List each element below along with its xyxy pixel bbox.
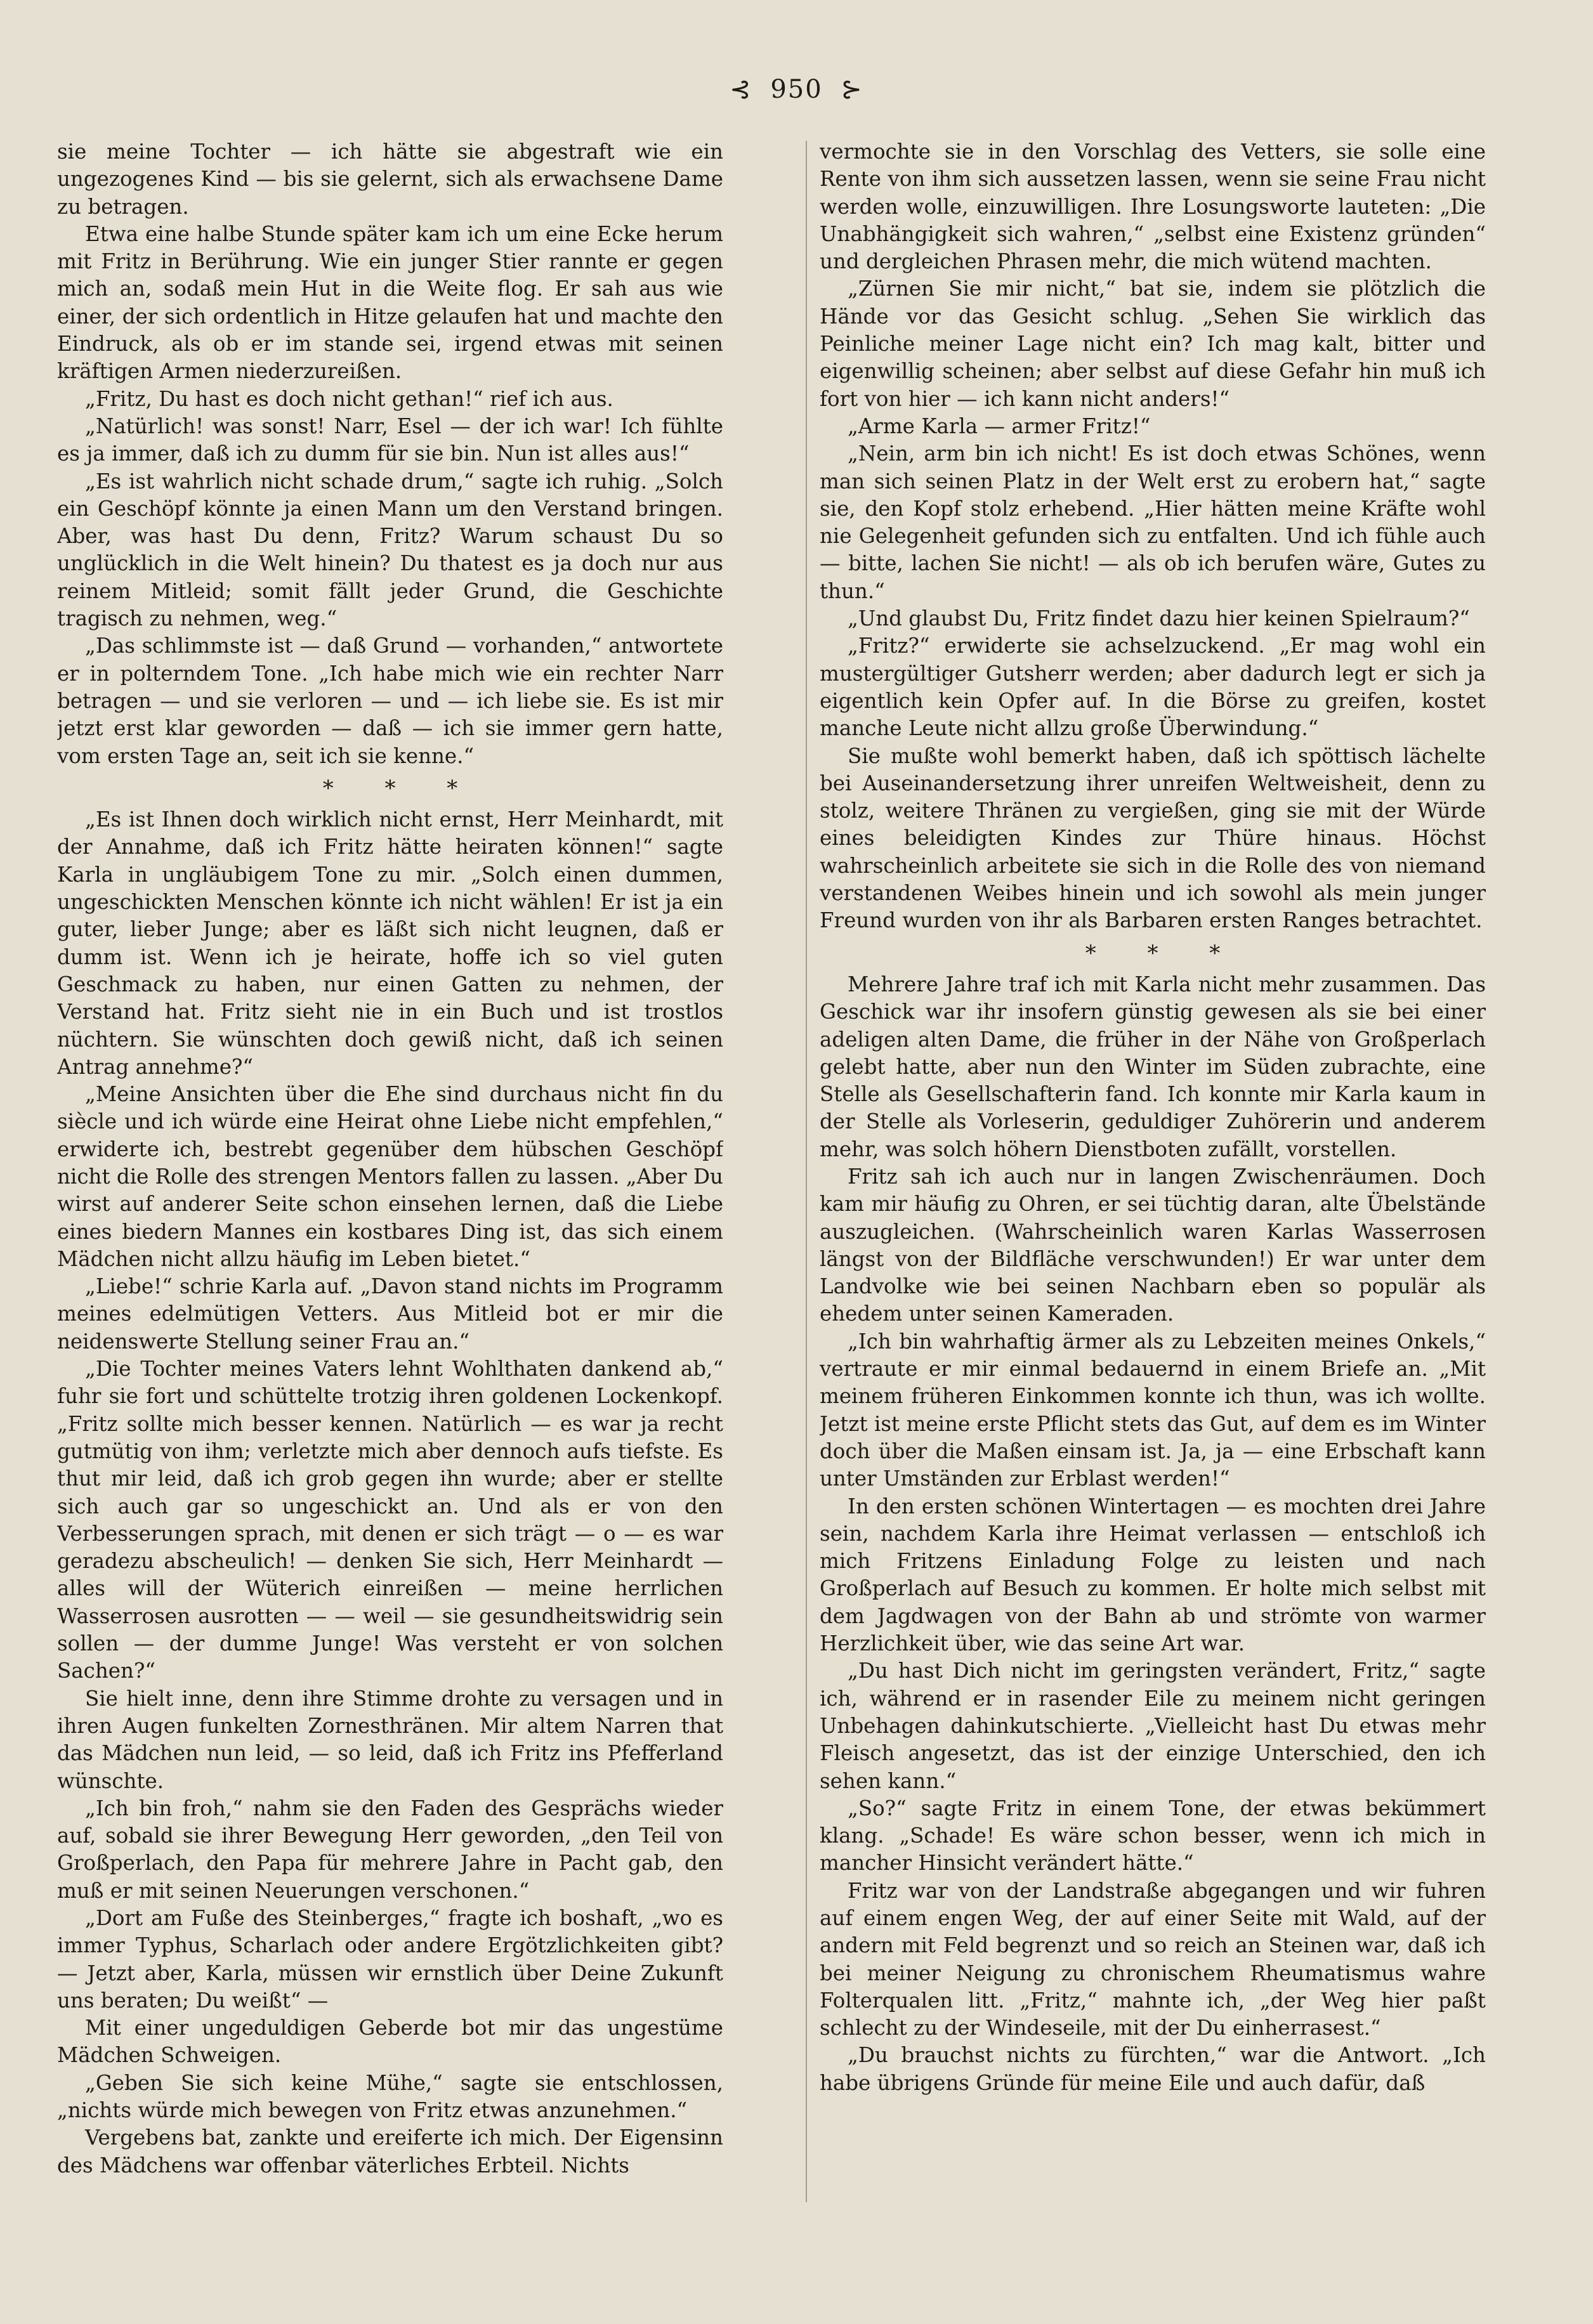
paragraph: „So?“ sagte Fritz in einem Tone, der etwas bekümmert klang. „Schade! Es wäre schon besser, wenn ich mich in mancher Hinsicht verändert hätte.“ xyxy=(820,1796,1486,1876)
paragraph: „Nein, arm bin ich nicht! Es ist doch etwas Schönes, wenn man sich seinen Platz in der Welt erst zu erobern hat,“ sagte sie, den Kopf stolz erhebend. „Hier hätten meine Kräfte wohl nie Gelegenheit gefunden sich zu entfalten. Und ich fühle auch — bitte, lachen Sie nicht! — als ob ich berufen wäre, Gutes zu thun.“ xyxy=(820,441,1486,603)
paragraph: „Zürnen Sie mir nicht,“ bat sie, indem sie plötzlich die Hände vor das Gesicht schlug. „Sehen Sie wirklich das Peinliche meiner Lage nicht ein? Ich mag kalt, bitter und eigenwillig scheinen; aber selbst auf diese Gefahr hin muß ich fort von hier — ich kann nicht anders!“ xyxy=(820,277,1486,411)
paragraph: In den ersten schönen Wintertagen — es mochten drei Jahre sein, nachdem Karla ihre Heimat verlassen — entschloß ich mich Fritzens Einladung Folge zu leisten und nach Großperlach auf Besuch zu kommen. Er holte mich selbst mit dem Jagdwagen von der Bahn ab und strömte von warmer Herzlichkeit über, wie das seine Art war. xyxy=(820,1494,1486,1656)
paragraph: „Fritz, Du hast es doch nicht gethan!“ rief ich aus. xyxy=(85,386,613,411)
paragraph: Sie hielt inne, denn ihre Stimme drohte zu versagen und in ihren Augen funkelten Zornesthränen. Mir altem Narren that das Mädchen nun leid, — so leid, daß ich Fritz ins Pfefferland wünschte. xyxy=(57,1686,723,1793)
paragraph: „Das schlimmste ist — daß Grund — vorhanden,“ antwortete er in polterndem Tone. „Ich habe mich wie ein rechter Narr betragen — und sie verloren — und — ich liebe sie. Es ist mir jetzt erst klar geworden — daß — ich sie immer gern hatte, vom ersten Tage an, seit ich sie kenne.“ xyxy=(57,634,723,768)
paragraph: Etwa eine halbe Stunde später kam ich um eine Ecke herum mit Fritz in Berührung. Wie ein junger Stier rannte er gegen mich an, sodaß mein Hut in die Weite flog. Er sah aus wie einer, der sich ordentlich in Hitze gelaufen hat und machte den Eindruck, als ob er im stande sei, irgend etwas mit seinen kräftigen Armen niederzureißen. xyxy=(57,221,723,384)
paragraph: „Dort am Fuße des Steinberges,“ fragte ich boshaft, „wo es immer Typhus, Scharlach oder andere Ergötzlichkeiten gibt? — Jetzt aber, Karla, müssen wir ernstlich über Deine Zukunft uns beraten; Du weißt“ — xyxy=(57,1906,723,2013)
paragraph: „Und glaubst Du, Fritz findet dazu hier keinen Spielraum?“ xyxy=(848,606,1470,631)
right-column xyxy=(820,138,1486,2282)
left-column xyxy=(57,138,723,2282)
ornament-right: ⊱ xyxy=(841,75,863,104)
paragraph-continuation: vermochte sie in den Vorschlag des Vetters, sie solle eine Rente von ihm sich aussetzen lassen, wenn sie seine Frau nicht werden wolle, einzuwilligen. Ihre Losungsworte lauteten: „Die Unabhängigkeit sich wahren,“ „selbst eine Existenz gründen“ und dergleichen Phrasen mehr, die mich wütend machten. xyxy=(820,140,1486,274)
paragraph: „Ich bin froh,“ nahm sie den Faden des Gesprächs wieder auf, sobald sie ihrer Bewegung Herr geworden, „den Teil von Großperlach, den Papa für mehrere Jahre in Pacht gab, den muß er mit seinen Neuerungen verschonen.“ xyxy=(57,1796,723,1903)
paragraph: „Es ist wahrlich nicht schade drum,“ sagte ich ruhig. „Solch ein Geschöpf könnte ja einen Mann um den Verstand bringen. Aber, was hast Du denn, Fritz? Warum schaust Du so unglücklich in die Welt hinein? Du thatest es ja doch nur aus reinem Mitleid; somit fällt jeder Grund, die Geschichte tragisch zu nehmen, weg.“ xyxy=(57,469,723,631)
paragraph: „Du hast Dich nicht im geringsten verändert, Fritz,“ sagte ich, während er in rasender Eile zu meinem nicht geringen Unbehagen dahinkutschierte. „Vielleicht hast Du etwas mehr Fleisch angesetzt, das ist der einzige Unterschied, den ich sehen kann.“ xyxy=(820,1659,1486,1793)
paragraph: „Die Tochter meines Vaters lehnt Wohlthaten dankend ab,“ fuhr sie fort und schüttelte trotzig ihren goldenen Lockenkopf. „Fritz sollte mich besser kennen. Natürlich — es war ja recht gutmütig von ihm; verletzte mich aber dennoch aufs tiefste. Es thut mir leid, daß ich grob gegen ihn wurde; aber er stellte sich auch gar so ungeschickt an. Und als er von den Verbesserungen sprach, mit denen er sich trägt — o — es war geradezu abscheulich! — denken Sie sich, Herr Meinhardt — alles will der Wüterich einreißen — meine herrlichen Wasserrosen ausrotten — — weil — sie gesundheitswidrig sein sollen — der dumme Junge! Was versteht er von solchen Sachen?“ xyxy=(57,1357,723,1683)
section-separator: * * * xyxy=(1085,940,1221,966)
paragraph: „Natürlich! was sonst! Narr, Esel — der ich war! Ich fühlte es ja immer, daß ich zu dumm für sie bin. Nun ist alles aus!“ xyxy=(57,414,723,466)
paragraph: Fritz sah ich auch nur in langen Zwischenräumen. Doch kam mir häufig zu Ohren, er sei tüchtig daran, alte Übelstände auszugleichen. (Wahrscheinlich waren Karlas Wasserrosen längst von der Bildfläche verschwunden!) Er war unter dem Landvolke wie bei seinen Nachbarn eben so populär als ehedem unter seinen Kameraden. xyxy=(820,1164,1486,1326)
paragraph: „Fritz?“ erwiderte sie achselzuckend. „Er mag wohl ein mustergültiger Gutsherr werden; aber dadurch legt er sich ja eigentlich kein Opfer auf. In die Börse zu greifen, kostet manche Leute nicht allzu große Überwindung.“ xyxy=(820,634,1486,741)
paragraph: „Es ist Ihnen doch wirklich nicht ernst, Herr Meinhardt, mit der Annahme, daß ich Fritz hätte heiraten können!“ sagte Karla in ungläubigem Tone zu mir. „Solch einen dummen, ungeschickten Menschen könnte ich nicht wählen! Er ist ja ein guter, lieber Junge; aber es läßt sich nicht leugnen, daß er dumm ist. Wenn ich je heirate, hoffe ich so viel guten Geschmack zu haben, nur einen Gatten zu nehmen, der Verstand hat. Fritz sieht nie in ein Buch und ist trostlos nüchtern. Sie wünschten doch gewiß nicht, daß ich seinen Antrag annehme?“ xyxy=(57,807,723,1079)
paragraph: „Liebe!“ schrie Karla auf. „Davon stand nichts im Programm meines edelmütigen Vetters. Aus Mitleid bot er mir die neidenswerte Stellung seiner Frau an.“ xyxy=(57,1274,723,1354)
paragraph: Mit einer ungeduldigen Geberde bot mir das ungestüme Mädchen Schweigen. xyxy=(57,2016,723,2068)
page-number: 950 xyxy=(770,75,823,104)
paragraph: Fritz war von der Landstraße abgegangen und wir fuhren auf einem engen Weg, der auf einer Seite mit Wald, auf der andern mit Feld begrenzt und so reich an Steinen war, daß ich bei meiner Neigung zu chronischem Rheumatismus wahre Folterqualen litt. „Fritz,“ mahnte ich, „der Weg hier paßt schlecht zu der Windeseile, mit der Du einherrasest.“ xyxy=(820,1878,1486,2040)
paragraph-continuation: sie meine Tochter — ich hätte sie abgestraft wie ein ungezogenes Kind — bis sie gelernt, sich als erwachsene Dame zu betragen. xyxy=(57,140,723,219)
ornament-left: ⊰ xyxy=(730,75,752,104)
paragraph: „Geben Sie sich keine Mühe,“ sagte sie entschlossen, „nichts würde mich bewegen von Fritz etwas anzunehmen.“ xyxy=(57,2070,723,2123)
paragraph: „Meine Ansichten über die Ehe sind durchaus nicht fin du siècle und ich würde eine Heirat ohne Liebe nicht empfehlen,“ erwiderte ich, bestrebt gegenüber dem hübschen Geschöpf nicht die Rolle des strengen Mentors fallen zu lassen. „Aber Du wirst auf anderer Seite schon einsehen lernen, daß die Liebe eines biedern Mannes ein kostbares Ding ist, das sich einem Mädchen nicht allzu häufig im Leben bietet.“ xyxy=(57,1082,723,1271)
page-header xyxy=(0,75,1593,104)
paragraph: Sie mußte wohl bemerkt haben, daß ich spöttisch lächelte bei Auseinandersetzung ihrer unreifen Weltweisheit, denn zu stolz, weitere Thränen zu vergießen, ging sie mit der Würde eines beleidigten Kindes zur Thüre hinaus. Höchst wahrscheinlich arbeitete sie sich in die Rolle des von niemand verstandenen Weibes hinein und ich sowohl als mein junger Freund wurden von ihr als Barbaren ersten Ranges betrachtet. xyxy=(820,743,1486,933)
section-separator: * * * xyxy=(322,775,458,801)
paragraph: Vergebens bat, zankte und ereiferte ich mich. Der Eigensinn des Mädchens war offenbar väterliches Erbteil. Nichts xyxy=(57,2125,723,2177)
paragraph: „Ich bin wahrhaftig ärmer als zu Lebzeiten meines Onkels,“ vertraute er mir einmal bedauernd in einem Briefe an. „Mit meinem früheren Einkommen konnte ich thun, was ich wollte. Jetzt ist meine erste Pflicht stets das Gut, auf dem es im Winter doch über die Maßen einsam ist. Ja, ja — eine Erbschaft kann unter Umständen zur Erblast werden!“ xyxy=(820,1329,1486,1491)
paragraph: „Arme Karla — armer Fritz!“ xyxy=(848,414,1151,438)
paragraph: „Du brauchst nichts zu fürchten,“ war die Antwort. „Ich habe übrigens Gründe für meine Eile und auch dafür, daß xyxy=(820,2043,1486,2095)
column-divider xyxy=(806,141,807,2202)
paragraph: Mehrere Jahre traf ich mit Karla nicht mehr zusammen. Das Geschick war ihr insofern günstig gewesen als sie bei einer adeligen alten Dame, die früher in der Nähe von Großperlach gelebt hatte, aber nun den Winter im Süden zubrachte, eine Stelle als Gesellschafterin fand. Ich konnte mir Karla kaum in der Stelle als Vorleserin, geduldiger Zuhörerin und anderem mehr, was solch höhern Dienstboten zufällt, vorstellen. xyxy=(820,972,1486,1161)
